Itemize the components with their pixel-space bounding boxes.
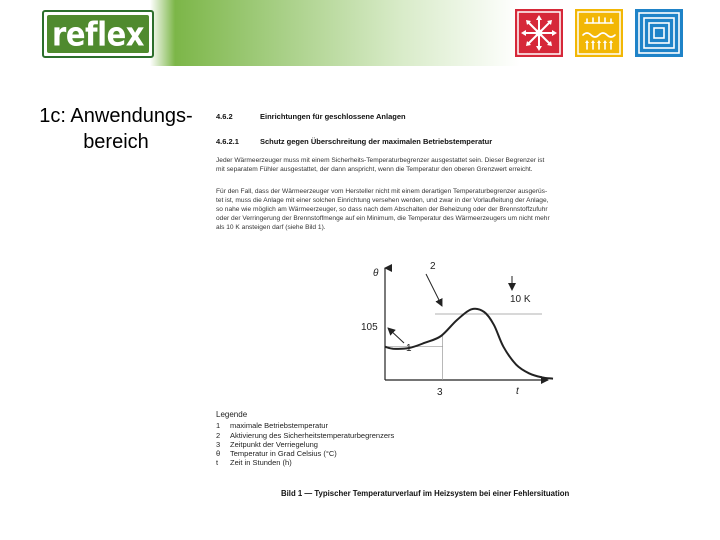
annotation-arrow-1: [388, 328, 404, 343]
legend-item: 3 Zeitpunkt der Verriegelung: [216, 439, 318, 449]
paragraph-line: als 10 K ansteigen darf (siehe Bild 1).: [216, 224, 326, 231]
slide-title: [18, 103, 214, 155]
legend-item: t Zeit in Stunden (h): [216, 458, 292, 468]
x-axis-label: t: [516, 386, 519, 397]
section-number-2: 4.6.2.1: [216, 137, 239, 146]
figure-caption: Bild 1 — Typischer Temperaturverlauf im Heizsystem bei einer Fehlersituation: [281, 489, 570, 498]
reflex-logo: [42, 10, 154, 58]
legend-item: θ Temperatur in Grad Celsius (°C): [216, 449, 337, 459]
section-heading-2: Schutz gegen Überschreitung der maximalen Betriebstemperatur: [260, 137, 493, 146]
label-10k: 10 K: [510, 294, 531, 305]
annotation-arrow-2: [426, 274, 442, 306]
cooling-icon: [635, 9, 683, 57]
temperature-curve: [385, 309, 553, 379]
legend-item: 1 maximale Betriebstemperatur: [216, 421, 328, 431]
heating-icon: [515, 9, 563, 57]
slide-title-line1: 1c: Anwendungs-: [39, 105, 193, 127]
paragraph-line: so nahe wie möglich am Wärmeerzeuger, so dass nach dem Abschalten der Beheizung oder der Brennstoffzufuhr: [216, 206, 548, 213]
legend-heading: Legende: [216, 410, 248, 419]
legend: [216, 410, 394, 468]
paragraph-line: Jeder Wärmeerzeuger muss mit einem Sicherheits-Temperaturbegrenzer ausgestattet sein. Dieser Begrenzer ist: [216, 157, 545, 164]
y-axis-label: θ: [373, 268, 379, 279]
logo-plate: [47, 15, 149, 53]
section-number-1: 4.6.2: [216, 112, 233, 121]
paragraph-line: oder der Verringerung der Brennstoffmenge auf ein Minimum, die Temperatur des Wärmeerzeugers um nicht mehr: [216, 215, 550, 222]
legend-item: 2 Aktivierung des Sicherheitstemperaturbegrenzers: [216, 430, 395, 440]
slide-title-line2: bereich: [83, 131, 149, 153]
logo-text: reflex: [52, 13, 144, 53]
annotation-label-2: 2: [430, 261, 436, 272]
paragraph-line: Für den Fall, dass der Wärmeerzeuger vom Hersteller nicht mit einem derartigen Temperaturbegrenzer ausgerüs-: [216, 188, 548, 195]
annotation-label-1: 1: [406, 343, 412, 354]
section-heading-1: Einrichtungen für geschlossene Anlagen: [260, 112, 406, 121]
x-tick-3: 3: [437, 387, 443, 398]
solar-icon: [575, 9, 623, 57]
paragraph-line: tet ist, muss die Anlage mit einer solchen Einrichtung versehen werden, und zwar in der Vorlaufleitung der Anlage,: [216, 197, 549, 204]
paragraph-line: mit separatem Fühler ausgestattet, der dann anspricht, wenn die Temperatur den oberen Grenzwert erreicht.: [216, 166, 533, 173]
y-tick-105: 105: [361, 322, 378, 333]
